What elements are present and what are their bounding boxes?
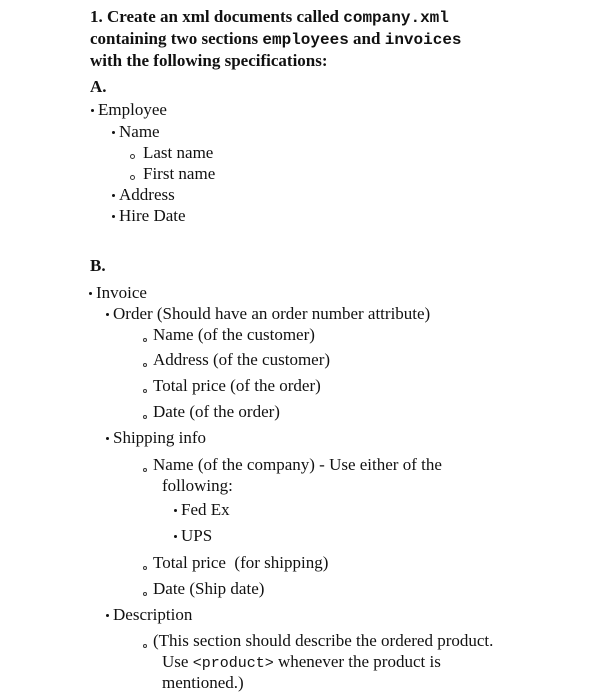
title-line-1-text: 1. Create an xml documents called: [90, 7, 344, 26]
title-line-1: [90, 6, 449, 29]
bullet-icon: [112, 131, 115, 134]
list-item-fedex: [174, 500, 230, 520]
bullet-icon: [89, 292, 92, 295]
list-item-order-name: [143, 325, 315, 345]
circle-bullet-icon: [143, 338, 147, 342]
description-label: Description: [113, 605, 193, 624]
bullet-icon: [91, 109, 94, 112]
name-label: Name: [119, 122, 160, 141]
list-item-first-name: [130, 164, 215, 184]
list-item-employee: [91, 100, 167, 120]
description-code-product: <product>: [192, 655, 274, 672]
title-line-3: with the following specifications:: [90, 51, 328, 70]
list-item-order: [106, 304, 430, 324]
bullet-icon: [106, 614, 109, 617]
list-item-order-total: [143, 376, 321, 396]
list-item-ups: [174, 526, 212, 546]
circle-bullet-icon: [143, 566, 147, 570]
bullet-icon: [174, 509, 177, 512]
title-code-invoices: invoices: [384, 31, 462, 49]
list-item-last-name: [130, 143, 213, 163]
order-address-label: Address (of the customer): [153, 350, 331, 369]
ship-name-continuation: following:: [162, 476, 233, 495]
address-label: Address: [119, 185, 175, 204]
description-line-2-prefix: Use: [162, 652, 193, 671]
list-item-description-text: [143, 631, 493, 651]
invoice-label: Invoice: [96, 283, 147, 302]
title-line-2-text: containing two sections: [90, 29, 263, 48]
order-date-label: Date (of the order): [153, 402, 280, 421]
order-total-label: Total price (of the order): [153, 376, 321, 395]
list-item-invoice: [89, 283, 147, 303]
bullet-icon: [112, 194, 115, 197]
bullet-icon: [106, 437, 109, 440]
ship-total-label: Total price (for shipping): [153, 553, 329, 572]
circle-bullet-icon: [143, 415, 147, 419]
title-line-2-mid: and: [348, 29, 385, 48]
circle-bullet-icon: [143, 363, 147, 367]
fedex-label: Fed Ex: [181, 500, 230, 519]
list-item-name: [112, 122, 160, 142]
circle-bullet-icon: [143, 644, 147, 648]
shipping-label: Shipping info: [113, 428, 207, 447]
order-label: Order (Should have an order number attribute): [113, 304, 431, 323]
circle-bullet-icon: [130, 175, 135, 180]
list-item-ship-total: [143, 553, 328, 573]
description-line-1: (This section should describe the ordered product.: [153, 631, 494, 650]
last-name-label: Last name: [143, 143, 214, 162]
employee-label: Employee: [98, 100, 167, 119]
ship-date-label: Date (Ship date): [153, 579, 265, 598]
title-code-company-xml: company.xml: [343, 9, 449, 27]
list-item-order-address: [143, 350, 330, 370]
circle-bullet-icon: [143, 468, 147, 472]
list-item-description: [106, 605, 192, 625]
list-item-order-date: [143, 402, 280, 422]
description-line-3: mentioned.): [162, 673, 244, 692]
title-code-employees: employees: [262, 31, 349, 49]
bullet-icon: [106, 313, 109, 316]
title-line-2: [90, 28, 462, 51]
ship-name-label: Name (of the company) - Use either of the: [153, 455, 442, 474]
list-item-hire-date: [112, 206, 186, 226]
order-name-label: Name (of the customer): [153, 325, 315, 344]
list-item-address: [112, 185, 175, 205]
bullet-icon: [112, 215, 115, 218]
list-item-shipping: [106, 428, 206, 448]
description-line-2: [162, 652, 441, 674]
hire-date-label: Hire Date: [119, 206, 186, 225]
ups-label: UPS: [181, 526, 213, 545]
section-b-label: B.: [90, 256, 106, 275]
first-name-label: First name: [143, 164, 216, 183]
circle-bullet-icon: [130, 154, 135, 159]
list-item-ship-date: [143, 579, 264, 599]
bullet-icon: [174, 535, 177, 538]
list-item-ship-name: [143, 455, 442, 475]
circle-bullet-icon: [143, 592, 147, 596]
description-line-2-suffix: whenever the product is: [273, 652, 441, 671]
circle-bullet-icon: [143, 389, 147, 393]
section-a-label: A.: [90, 77, 107, 96]
